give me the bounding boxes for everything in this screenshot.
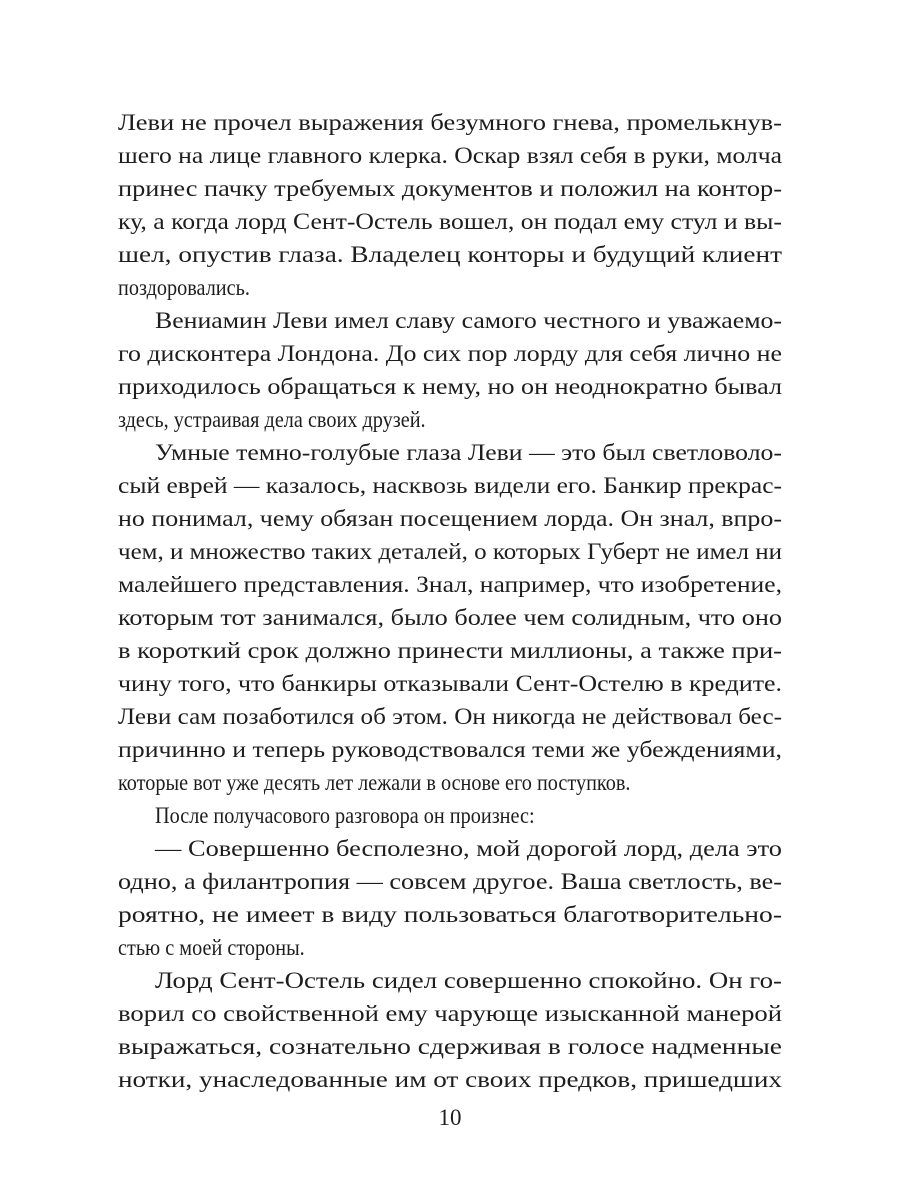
text-line <box>118 370 782 403</box>
text-line-content: поздоровались. <box>118 275 250 300</box>
text-line-content: сый еврей — казалось, насквозь видели его. Банкир прекрас- <box>118 473 782 498</box>
text-line <box>118 403 782 436</box>
text-line-content: причинно и теперь руководствовался теми же убеждениями, <box>118 737 782 762</box>
text-line <box>118 931 782 964</box>
text-line <box>118 304 782 337</box>
text-line <box>118 700 782 733</box>
text-line-content: чину того, что банкиры отказывали Сент-Остелю в кредите. <box>118 671 782 696</box>
text-line <box>118 733 782 766</box>
paragraph <box>118 799 782 832</box>
text-line <box>118 1030 782 1063</box>
text-line-content: чем, и множество таких деталей, о которых Губерт не имел ни <box>118 539 782 564</box>
text-line <box>118 502 782 535</box>
text-line <box>118 469 782 502</box>
text-line-content: в короткий срок должно принести миллионы, а также при- <box>118 638 782 663</box>
text-line <box>118 238 782 271</box>
paragraph <box>118 106 782 304</box>
text-line-content: Лорд Сент-Остель сидел совершенно спокойно. Он го- <box>155 968 782 993</box>
text-line <box>118 634 782 667</box>
text-line-content: выражаться, сознательно сдерживая в голосе надменные <box>118 1034 782 1059</box>
paragraph <box>118 436 782 799</box>
text-line <box>118 601 782 634</box>
text-line-content: ку, а когда лорд Сент-Остель вошел, он подал ему стул и вы- <box>118 209 782 234</box>
text-line <box>118 271 782 304</box>
text-line-content: но понимал, чему обязан посещением лорда. Он знал, впро- <box>118 506 782 531</box>
text-line <box>118 436 782 469</box>
text-line-content: здесь, устраивая дела своих друзей. <box>118 407 426 432</box>
text-line-content: малейшего представления. Знал, например, что изобретение, <box>118 572 782 597</box>
text-line <box>118 205 782 238</box>
text-line-content: нотки, унаследованные им от своих предков, пришедших <box>118 1067 782 1092</box>
text-line-content: го дисконтера Лондона. До сих пор лорду для себя лично не <box>118 341 782 366</box>
text-line-content: Умные темно-голубые глаза Леви — это был светловоло- <box>155 440 782 465</box>
text-line-content: которые вот уже десять лет лежали в основе его поступков. <box>118 770 631 795</box>
text-line-content: Вениамин Леви имел славу самого честного и уважаемо- <box>155 308 782 333</box>
page-number: 10 <box>438 1105 462 1130</box>
text-line <box>118 667 782 700</box>
text-line <box>118 964 782 997</box>
text-line <box>118 535 782 568</box>
paragraph <box>118 832 782 964</box>
text-line <box>118 1063 782 1096</box>
text-line-content: роятно, не имеет в виду пользоваться благотворительно- <box>118 902 782 927</box>
text-line-content: одно, а филантропия — совсем другое. Ваша светлость, ве- <box>118 869 782 894</box>
text-line-content: После получасового разговора он произнес: <box>155 803 535 828</box>
text-line-content: приходилось обращаться к нему, но он неоднократно бывал <box>118 374 782 399</box>
text-line-content: Леви не прочел выражения безумного гнева, промелькнув- <box>118 110 782 135</box>
text-line <box>118 997 782 1030</box>
text-line-content: которым тот занимался, было более чем солидным, что оно <box>118 605 782 630</box>
body-text <box>118 106 782 1096</box>
text-line-content: принес пачку требуемых документов и положил на контор- <box>118 176 782 201</box>
text-line-content: шего на лице главного клерка. Оскар взял себя в руки, молча <box>118 143 782 168</box>
text-line <box>118 106 782 139</box>
text-line <box>118 568 782 601</box>
text-line-content: ворил со свойственной ему чарующе изысканной манерой <box>118 1001 782 1026</box>
text-line-content: шел, опустив глаза. Владелец конторы и будущий клиент <box>118 242 782 267</box>
text-line <box>118 832 782 865</box>
text-line <box>118 799 782 832</box>
text-line <box>118 337 782 370</box>
text-line <box>118 172 782 205</box>
paragraph <box>118 304 782 436</box>
paragraph <box>118 964 782 1096</box>
text-line <box>118 139 782 172</box>
text-line-content: стью с моей стороны. <box>118 935 305 960</box>
text-line <box>118 865 782 898</box>
text-line <box>118 898 782 931</box>
text-line-content: Леви сам позаботился об этом. Он никогда не действовал бес- <box>118 704 782 729</box>
text-line-content: — Совершенно бесполезно, мой дорогой лорд, дела это <box>155 836 783 861</box>
text-line <box>118 766 782 799</box>
